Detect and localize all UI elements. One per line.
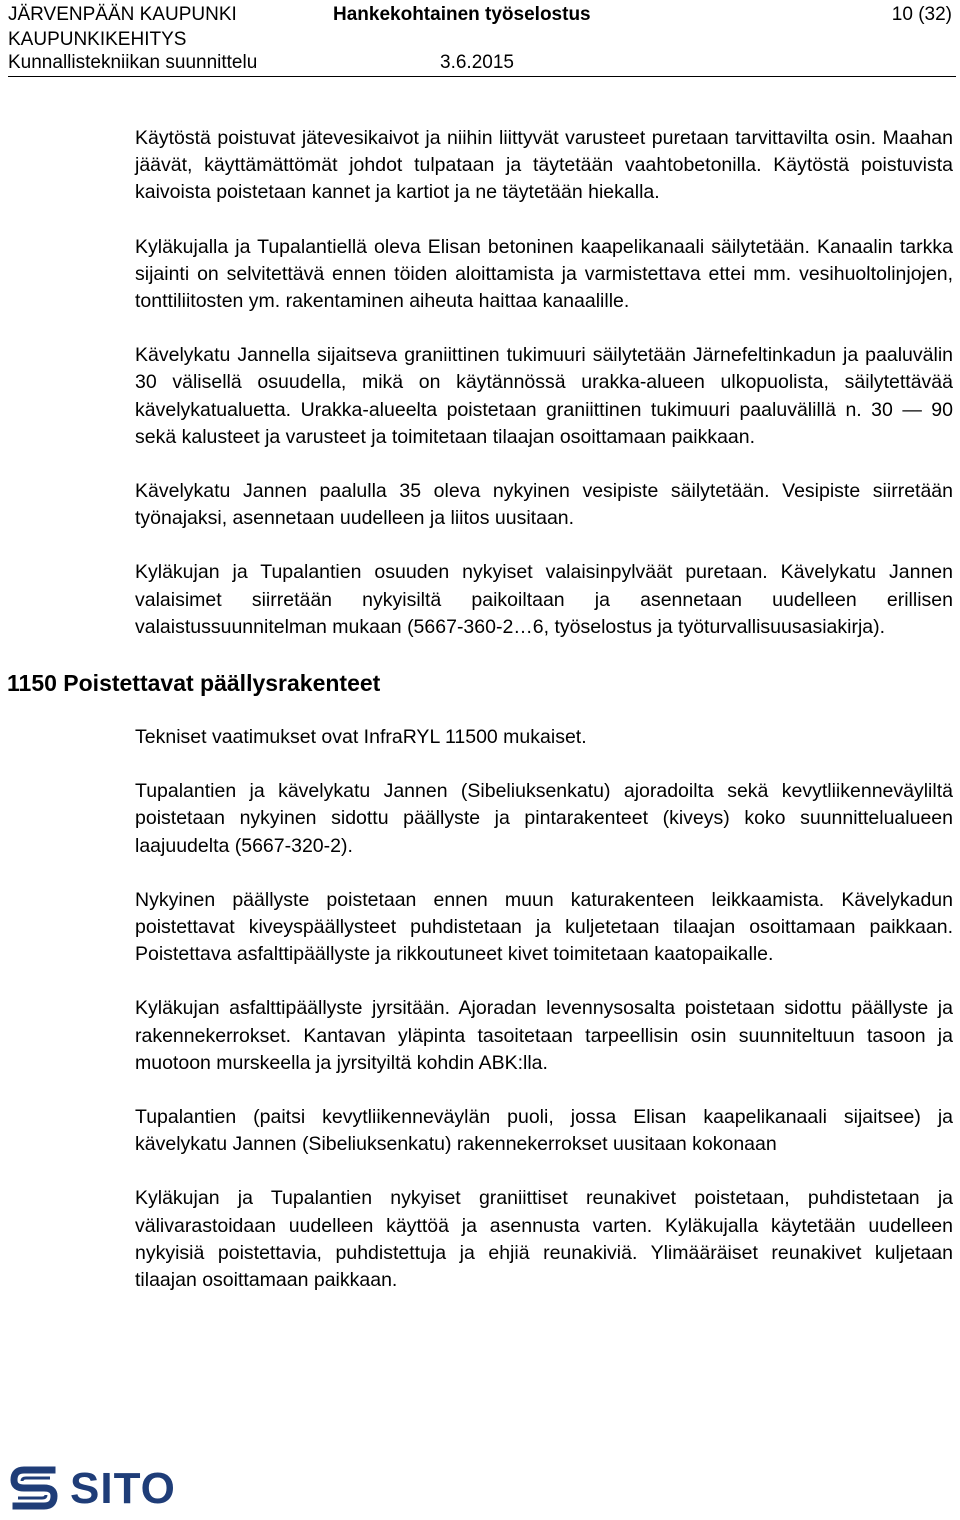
sito-logo xyxy=(8,1462,188,1520)
document-date: 3.6.2015 xyxy=(440,52,514,73)
paragraph: Käytöstä poistuvat jätevesikaivot ja niihin liittyvät varusteet puretaan tarvittavilta osin. Maahan jäävät, käyttämättömät johdot tulpataan ja täytetään vaahtobetonilla. Käytöstä poistuvista kaivoista poistetaan kannet ja kartiot ja ne täytetään hiekalla. xyxy=(135,127,953,204)
page-header xyxy=(0,0,960,80)
header-organization: JÄRVENPÄÄN KAUPUNKI xyxy=(8,4,237,25)
sito-logo-icon xyxy=(8,1462,60,1514)
paragraph: Kyläkujan ja Tupalantien osuuden nykyiset valaisinpylväät puretaan. Kävelykatu Jannen valaisimet siirretään nykyisiltä paikoiltaan ja asennetaan uudelleen erillisen valaistussuunnitelman mukaan (5667-360-2…6, työselostus ja työturvallisuusasiakirja). xyxy=(135,561,953,638)
header-divider xyxy=(8,76,956,77)
paragraph: Kyläkujan asfalttipäällyste jyrsitään. Ajoradan levennysosalta poistetaan sidottu päällyste ja rakennekerrokset. Kantavan yläpinta tasoitetaan tarpeellisin osin suunniteltuun tasoon ja muotoon murskeella ja jyrsityiltä kohdin ABK:lla. xyxy=(135,997,953,1074)
header-unit: Kunnallistekniikan suunnittelu xyxy=(8,52,258,73)
paragraph: Kävelykatu Jannen paalulla 35 oleva nykyinen vesipiste säilytetään. Vesipiste siirretään työnajaksi, asennetaan uudelleen ja liitos uusitaan. xyxy=(135,480,953,530)
header-department: KAUPUNKIKEHITYS xyxy=(8,29,187,50)
paragraph: Tupalantien (paitsi kevytliikenneväylän puoli, jossa Elisan kaapelikanaali sijaitsee) ja kävelykatu Jannen (Sibeliuksenkatu) rakennekerrokset uusitaan kokonaan xyxy=(135,1106,953,1156)
paragraph: Kyläkujalla ja Tupalantiellä oleva Elisan betoninen kaapelikanaali säilytetään. Kanaalin tarkka sijainti on selvitettävä ennen töiden aloittamista ja varmistettava ettei mm. vesihuoltolinjojen, tonttiliitosten ym. rakentaminen aiheuta haittaa kanaalille. xyxy=(135,235,953,313)
paragraph: Nykyinen päällyste poistetaan ennen muun katurakenteen leikkaamista. Kävelykadun poistettavat kiveyspäällysteet puhdistetaan ja kuljetetaan tilaajan osoittamaan paikkaan. Poistettava asfalttipäällyste ja rikkoutuneet kivet toimitetaan kaatopaikalle. xyxy=(135,888,953,966)
paragraph: Kävelykatu Jannella sijaitseva graniittinen tukimuuri säilytetään Järnefeltinkadun ja paaluvälin 30 välisellä osuudella, mikä on käytännössä urakka-alueen ulkopuolista, säilytettävää kävelykatualuetta. Urakka-alueelta poistetaan graniittinen tukimuuri paaluvälillä n. 30 — 90 sekä kalusteet ja varusteet ja toimitetaan tilaajan osoittamaan paikkaan. xyxy=(135,344,953,448)
paragraph: Tekniset vaatimukset ovat InfraRYL 11500 mukaiset. xyxy=(135,726,587,749)
page-number: 10 (32) xyxy=(891,4,952,25)
section-heading: 1150 Poistettavat päällysrakenteet xyxy=(7,670,381,697)
paragraph: Tupalantien ja kävelykatu Jannen (Sibeliuksenkatu) ajoradoilta sekä kevytliikenneväyliltä poistetaan nykyinen sidottu päällyste ja pintarakenteet (kiveys) koko suunnittelualueen laajuudelta (5667-320-2). xyxy=(135,780,953,857)
logo-wordmark: SITO xyxy=(70,1464,176,1513)
paragraph: Kyläkujan ja Tupalantien nykyiset graniittiset reunakivet poistetaan, puhdistetaan ja välivarastoidaan uudelleen käyttöä ja asennusta varten. Kyläkujalla käytetään uudelleen nykyisiä poistettavia, puhdistettuja ja ehjiä reunakiviä. Ylimääräiset reunakivet kuljetaan tilaajan osoittamaan paikkaan. xyxy=(135,1187,953,1292)
document-body xyxy=(7,125,953,1321)
document-title: Hankekohtainen työselostus xyxy=(333,4,591,25)
